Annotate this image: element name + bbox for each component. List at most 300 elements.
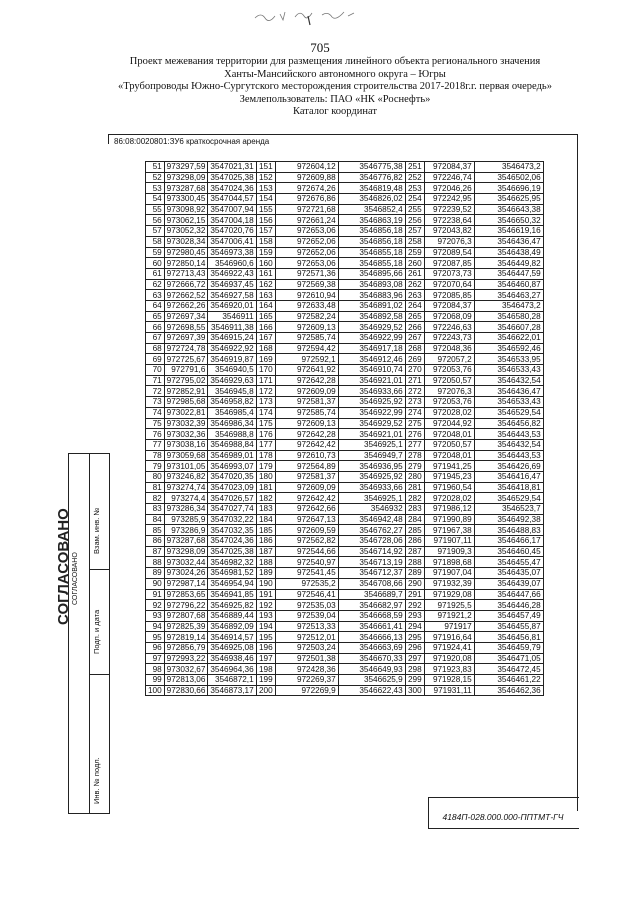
point-number: 195 <box>256 632 275 643</box>
y-coordinate: 3546456,81 <box>474 632 543 643</box>
point-number: 277 <box>405 439 424 450</box>
x-coordinate: 972428,36 <box>275 664 338 675</box>
y-coordinate: 3546416,47 <box>474 471 543 482</box>
y-coordinate: 3546945,8 <box>208 386 256 397</box>
point-number: 172 <box>256 386 275 397</box>
y-coordinate: 3546712,37 <box>338 568 405 579</box>
point-number: 74 <box>146 407 165 418</box>
table-row <box>146 525 544 536</box>
x-coordinate: 971920,08 <box>424 653 474 664</box>
y-coordinate: 3546893,08 <box>338 279 405 290</box>
table-row <box>146 365 544 376</box>
point-number: 87 <box>146 546 165 557</box>
x-coordinate: 973285,9 <box>164 514 208 525</box>
point-number: 65 <box>146 311 165 322</box>
point-number: 98 <box>146 664 165 675</box>
point-number: 62 <box>146 279 165 290</box>
y-coordinate: 3546883,96 <box>338 290 405 301</box>
x-coordinate: 972642,28 <box>275 429 338 440</box>
x-coordinate: 972642,42 <box>275 439 338 450</box>
point-number: 167 <box>256 333 275 344</box>
y-coordinate: 3546958,82 <box>208 397 256 408</box>
y-coordinate: 3546443,53 <box>474 450 543 461</box>
point-number: 188 <box>256 557 275 568</box>
x-coordinate: 972662,52 <box>164 290 208 301</box>
y-coordinate: 3546892,09 <box>208 621 256 632</box>
point-number: 299 <box>405 675 424 686</box>
table-row <box>146 589 544 600</box>
x-coordinate: 972610,94 <box>275 290 338 301</box>
x-coordinate: 972698,55 <box>164 322 208 333</box>
x-coordinate: 972544,66 <box>275 546 338 557</box>
y-coordinate: 3546922,99 <box>338 407 405 418</box>
x-coordinate: 972592,1 <box>275 354 338 365</box>
point-number: 169 <box>256 354 275 365</box>
y-coordinate: 3546461,22 <box>474 675 543 686</box>
y-coordinate: 3546533,43 <box>474 365 543 376</box>
x-coordinate: 972642,28 <box>275 375 338 386</box>
y-coordinate: 3546895,66 <box>338 268 405 279</box>
point-number: 55 <box>146 204 165 215</box>
point-number: 57 <box>146 226 165 237</box>
y-coordinate: 3546776,82 <box>338 172 405 183</box>
x-coordinate: 972048,01 <box>424 450 474 461</box>
x-coordinate: 972546,41 <box>275 589 338 600</box>
point-number: 58 <box>146 236 165 247</box>
point-number: 168 <box>256 343 275 354</box>
x-coordinate: 972089,54 <box>424 247 474 258</box>
point-number: 256 <box>405 215 424 226</box>
page-number: 705 <box>310 40 330 55</box>
y-coordinate: 3546873,17 <box>208 685 256 696</box>
y-coordinate: 3546492,38 <box>474 514 543 525</box>
table-row <box>146 226 544 237</box>
point-number: 71 <box>146 375 165 386</box>
point-number: 79 <box>146 461 165 472</box>
table-row <box>146 653 544 664</box>
x-coordinate: 972609,13 <box>275 418 338 429</box>
y-coordinate: 3546449,82 <box>474 258 543 269</box>
point-number: 64 <box>146 300 165 311</box>
table-row <box>146 664 544 675</box>
point-number: 51 <box>146 162 165 173</box>
x-coordinate: 972269,9 <box>275 685 338 696</box>
point-number: 95 <box>146 632 165 643</box>
point-number: 275 <box>405 418 424 429</box>
frame-line <box>108 134 578 135</box>
y-coordinate: 3546435,07 <box>474 568 543 579</box>
y-coordinate: 3546927,58 <box>208 290 256 301</box>
point-number: 270 <box>405 365 424 376</box>
y-coordinate: 3546819,48 <box>338 183 405 194</box>
point-number: 264 <box>405 300 424 311</box>
x-coordinate: 972048,36 <box>424 343 474 354</box>
y-coordinate: 3546432,54 <box>474 375 543 386</box>
point-number: 273 <box>405 397 424 408</box>
x-coordinate: 971967,38 <box>424 525 474 536</box>
point-number: 255 <box>405 204 424 215</box>
point-number: 265 <box>405 311 424 322</box>
y-coordinate: 3546529,54 <box>474 407 543 418</box>
y-coordinate: 3546622,01 <box>474 333 543 344</box>
x-coordinate: 971917 <box>424 621 474 632</box>
x-coordinate: 972057,2 <box>424 354 474 365</box>
x-coordinate: 971921,2 <box>424 610 474 621</box>
point-number: 192 <box>256 600 275 611</box>
x-coordinate: 973298,09 <box>164 546 208 557</box>
y-coordinate: 3546438,49 <box>474 247 543 258</box>
x-coordinate: 972048,01 <box>424 429 474 440</box>
x-coordinate: 972609,13 <box>275 322 338 333</box>
x-coordinate: 972535,03 <box>275 600 338 611</box>
point-number: 59 <box>146 247 165 258</box>
y-coordinate: 3546459,79 <box>474 642 543 653</box>
y-coordinate: 3546922,92 <box>208 343 256 354</box>
frame-line <box>577 134 578 811</box>
table-row <box>146 471 544 482</box>
point-number: 94 <box>146 621 165 632</box>
point-number: 282 <box>405 493 424 504</box>
y-coordinate: 3546964,36 <box>208 664 256 675</box>
x-coordinate: 972535,2 <box>275 578 338 589</box>
x-coordinate: 972661,24 <box>275 215 338 226</box>
point-number: 156 <box>256 215 275 226</box>
header-line: Землепользователь: ПАО «НК «Роснефть» <box>239 93 431 105</box>
point-number: 194 <box>256 621 275 632</box>
x-coordinate: 972571,36 <box>275 268 338 279</box>
point-number: 152 <box>256 172 275 183</box>
table-row <box>146 333 544 344</box>
y-coordinate: 3546960,6 <box>208 258 256 269</box>
y-coordinate: 3547007,94 <box>208 204 256 215</box>
table-row <box>146 375 544 386</box>
y-coordinate: 3547004,18 <box>208 215 256 226</box>
point-number: 200 <box>256 685 275 696</box>
x-coordinate: 973024,26 <box>164 568 208 579</box>
point-number: 91 <box>146 589 165 600</box>
y-coordinate: 3546954,94 <box>208 578 256 589</box>
x-coordinate: 972652,06 <box>275 247 338 258</box>
x-coordinate: 972044,92 <box>424 418 474 429</box>
y-coordinate: 3546989,01 <box>208 450 256 461</box>
point-number: 199 <box>256 675 275 686</box>
x-coordinate: 972825,39 <box>164 621 208 632</box>
y-coordinate: 3546852,4 <box>338 204 405 215</box>
y-coordinate: 3546919,87 <box>208 354 256 365</box>
y-coordinate: 3546689,7 <box>338 589 405 600</box>
y-coordinate: 3546668,59 <box>338 610 405 621</box>
y-coordinate: 3546988,84 <box>208 439 256 450</box>
point-number: 54 <box>146 194 165 205</box>
point-number: 158 <box>256 236 275 247</box>
x-coordinate: 972582,24 <box>275 311 338 322</box>
y-coordinate: 3546592,46 <box>474 343 543 354</box>
x-coordinate: 972050,57 <box>424 439 474 450</box>
y-coordinate: 3546473,2 <box>474 300 543 311</box>
table-row <box>146 642 544 653</box>
x-coordinate: 972539,04 <box>275 610 338 621</box>
coordinates-table <box>145 161 544 696</box>
point-number: 100 <box>146 685 165 696</box>
point-number: 297 <box>405 653 424 664</box>
x-coordinate: 973038,16 <box>164 439 208 450</box>
table-row <box>146 183 544 194</box>
y-coordinate: 3546826,02 <box>338 194 405 205</box>
x-coordinate: 972697,39 <box>164 333 208 344</box>
table-row <box>146 439 544 450</box>
y-coordinate: 3546942,48 <box>338 514 405 525</box>
point-number: 166 <box>256 322 275 333</box>
document-header <box>95 56 575 119</box>
y-coordinate: 3546670,33 <box>338 653 405 664</box>
x-coordinate: 971925,5 <box>424 600 474 611</box>
x-coordinate: 972238,64 <box>424 215 474 226</box>
point-number: 75 <box>146 418 165 429</box>
handwritten-signature <box>250 4 360 26</box>
y-coordinate: 3546661,41 <box>338 621 405 632</box>
x-coordinate: 972796,22 <box>164 600 208 611</box>
x-coordinate: 973032,39 <box>164 418 208 429</box>
y-coordinate: 3546460,87 <box>474 279 543 290</box>
y-coordinate: 3546911 <box>208 311 256 322</box>
table-row <box>146 386 544 397</box>
point-number: 292 <box>405 600 424 611</box>
y-coordinate: 3546607,28 <box>474 322 543 333</box>
point-number: 78 <box>146 450 165 461</box>
point-number: 165 <box>256 311 275 322</box>
x-coordinate: 972609,59 <box>275 525 338 536</box>
y-coordinate: 3546439,07 <box>474 578 543 589</box>
y-coordinate: 3546917,18 <box>338 343 405 354</box>
point-number: 267 <box>405 333 424 344</box>
y-coordinate: 3546925,1 <box>338 493 405 504</box>
table-row <box>146 162 544 173</box>
point-number: 157 <box>256 226 275 237</box>
point-number: 66 <box>146 322 165 333</box>
point-number: 85 <box>146 525 165 536</box>
point-number: 63 <box>146 290 165 301</box>
x-coordinate: 972050,57 <box>424 375 474 386</box>
y-coordinate: 3546455,47 <box>474 557 543 568</box>
point-number: 69 <box>146 354 165 365</box>
stamp-divider <box>89 569 109 570</box>
x-coordinate: 973098,92 <box>164 204 208 215</box>
y-coordinate: 3547032,35 <box>208 525 256 536</box>
header-line: Каталог координат <box>293 106 377 118</box>
y-coordinate: 3546922,43 <box>208 268 256 279</box>
point-number: 160 <box>256 258 275 269</box>
table-row <box>146 258 544 269</box>
point-number: 260 <box>405 258 424 269</box>
table-row <box>146 343 544 354</box>
point-number: 61 <box>146 268 165 279</box>
stamp-label-original-inv: Инв. № подл. <box>92 757 101 804</box>
y-coordinate: 3546929,63 <box>208 375 256 386</box>
point-number: 89 <box>146 568 165 579</box>
y-coordinate: 3546985,4 <box>208 407 256 418</box>
point-number: 151 <box>256 162 275 173</box>
y-coordinate: 3546941,85 <box>208 589 256 600</box>
y-coordinate: 3546666,13 <box>338 632 405 643</box>
x-coordinate: 972641,92 <box>275 365 338 376</box>
x-coordinate: 972850,14 <box>164 258 208 269</box>
point-number: 197 <box>256 653 275 664</box>
point-number: 189 <box>256 568 275 579</box>
point-number: 181 <box>256 482 275 493</box>
y-coordinate: 3546625,95 <box>474 194 543 205</box>
y-coordinate: 3546872,1 <box>208 675 256 686</box>
y-coordinate: 3546622,43 <box>338 685 405 696</box>
plot-label: 86:08:0020801:ЗУ6 краткосрочная аренда <box>114 137 270 146</box>
point-number: 155 <box>256 204 275 215</box>
y-coordinate: 3546533,43 <box>474 397 543 408</box>
y-coordinate: 3546986,34 <box>208 418 256 429</box>
x-coordinate: 973028,34 <box>164 236 208 247</box>
x-coordinate: 972028,02 <box>424 493 474 504</box>
table-row <box>146 290 544 301</box>
point-number: 174 <box>256 407 275 418</box>
point-number: 162 <box>256 279 275 290</box>
point-number: 99 <box>146 675 165 686</box>
table-row <box>146 568 544 579</box>
y-coordinate: 3546925,82 <box>208 600 256 611</box>
point-number: 179 <box>256 461 275 472</box>
x-coordinate: 972652,06 <box>275 236 338 247</box>
point-number: 176 <box>256 429 275 440</box>
point-number: 180 <box>256 471 275 482</box>
y-coordinate: 3546447,59 <box>474 268 543 279</box>
x-coordinate: 973022,81 <box>164 407 208 418</box>
x-coordinate: 972562,82 <box>275 536 338 547</box>
x-coordinate: 972724,78 <box>164 343 208 354</box>
x-coordinate: 972653,06 <box>275 226 338 237</box>
x-coordinate: 972569,38 <box>275 279 338 290</box>
x-coordinate: 972581,37 <box>275 397 338 408</box>
x-coordinate: 972269,37 <box>275 675 338 686</box>
x-coordinate: 972512,01 <box>275 632 338 643</box>
x-coordinate: 972540,97 <box>275 557 338 568</box>
x-coordinate: 971932,39 <box>424 578 474 589</box>
y-coordinate: 3547026,57 <box>208 493 256 504</box>
y-coordinate: 3546933,66 <box>338 482 405 493</box>
x-coordinate: 972987,14 <box>164 578 208 589</box>
point-number: 187 <box>256 546 275 557</box>
point-number: 93 <box>146 610 165 621</box>
point-number: 178 <box>256 450 275 461</box>
point-number: 77 <box>146 439 165 450</box>
y-coordinate: 3546523,7 <box>474 504 543 515</box>
table-row <box>146 429 544 440</box>
table-row <box>146 311 544 322</box>
y-coordinate: 3546993,07 <box>208 461 256 472</box>
y-coordinate: 3546929,52 <box>338 418 405 429</box>
y-coordinate: 3546891,02 <box>338 300 405 311</box>
x-coordinate: 972713,43 <box>164 268 208 279</box>
agreed-stamp: СОГЛАСОВАНО <box>55 508 72 625</box>
point-number: 60 <box>146 258 165 269</box>
point-number: 52 <box>146 172 165 183</box>
x-coordinate: 972807,68 <box>164 610 208 621</box>
x-coordinate: 971907,04 <box>424 568 474 579</box>
x-coordinate: 972053,76 <box>424 365 474 376</box>
y-coordinate: 3546447,66 <box>474 589 543 600</box>
x-coordinate: 973287,68 <box>164 536 208 547</box>
y-coordinate: 3546936,95 <box>338 461 405 472</box>
y-coordinate: 3546708,66 <box>338 578 405 589</box>
point-number: 295 <box>405 632 424 643</box>
x-coordinate: 972647,13 <box>275 514 338 525</box>
y-coordinate: 3547006,41 <box>208 236 256 247</box>
x-coordinate: 973101,05 <box>164 461 208 472</box>
y-coordinate: 3546488,83 <box>474 525 543 536</box>
point-number: 159 <box>256 247 275 258</box>
x-coordinate: 972084,37 <box>424 162 474 173</box>
point-number: 96 <box>146 642 165 653</box>
y-coordinate: 3546418,81 <box>474 482 543 493</box>
header-line: «Трубопроводы Южно-Сургутского месторождения строительства 2017-2018г.г. первая очередь» <box>118 81 552 93</box>
point-number: 262 <box>405 279 424 290</box>
table-row <box>146 514 544 525</box>
y-coordinate: 3546855,18 <box>338 247 405 258</box>
x-coordinate: 973246,82 <box>164 471 208 482</box>
point-number: 251 <box>405 162 424 173</box>
x-coordinate: 972697,34 <box>164 311 208 322</box>
x-coordinate: 972043,82 <box>424 226 474 237</box>
y-coordinate: 3546529,54 <box>474 493 543 504</box>
point-number: 70 <box>146 365 165 376</box>
x-coordinate: 972246,74 <box>424 172 474 183</box>
y-coordinate: 3547021,31 <box>208 162 256 173</box>
point-number: 288 <box>405 557 424 568</box>
point-number: 289 <box>405 568 424 579</box>
point-number: 278 <box>405 450 424 461</box>
x-coordinate: 971929,08 <box>424 589 474 600</box>
point-number: 193 <box>256 610 275 621</box>
table-row <box>146 194 544 205</box>
y-coordinate: 3546426,69 <box>474 461 543 472</box>
x-coordinate: 972564,89 <box>275 461 338 472</box>
x-coordinate: 972028,02 <box>424 407 474 418</box>
y-coordinate: 3546432,54 <box>474 439 543 450</box>
y-coordinate: 3546713,19 <box>338 557 405 568</box>
y-coordinate: 3546533,95 <box>474 354 543 365</box>
y-coordinate: 3546775,38 <box>338 162 405 173</box>
point-number: 53 <box>146 183 165 194</box>
x-coordinate: 971898,68 <box>424 557 474 568</box>
table-row <box>146 407 544 418</box>
y-coordinate: 3547025,38 <box>208 546 256 557</box>
stamp-column <box>69 454 90 813</box>
x-coordinate: 972795,02 <box>164 375 208 386</box>
y-coordinate: 3546922,99 <box>338 333 405 344</box>
y-coordinate: 3547024,36 <box>208 183 256 194</box>
x-coordinate: 971986,12 <box>424 504 474 515</box>
table-row <box>146 557 544 568</box>
x-coordinate: 972653,06 <box>275 258 338 269</box>
x-coordinate: 972609,09 <box>275 386 338 397</box>
y-coordinate: 3546925,92 <box>338 397 405 408</box>
y-coordinate: 3546473,2 <box>474 162 543 173</box>
point-number: 281 <box>405 482 424 493</box>
x-coordinate: 972585,74 <box>275 407 338 418</box>
point-number: 261 <box>405 268 424 279</box>
x-coordinate: 972993,22 <box>164 653 208 664</box>
table-row <box>146 450 544 461</box>
x-coordinate: 973052,32 <box>164 226 208 237</box>
point-number: 263 <box>405 290 424 301</box>
y-coordinate: 3546443,53 <box>474 429 543 440</box>
x-coordinate: 972585,74 <box>275 333 338 344</box>
